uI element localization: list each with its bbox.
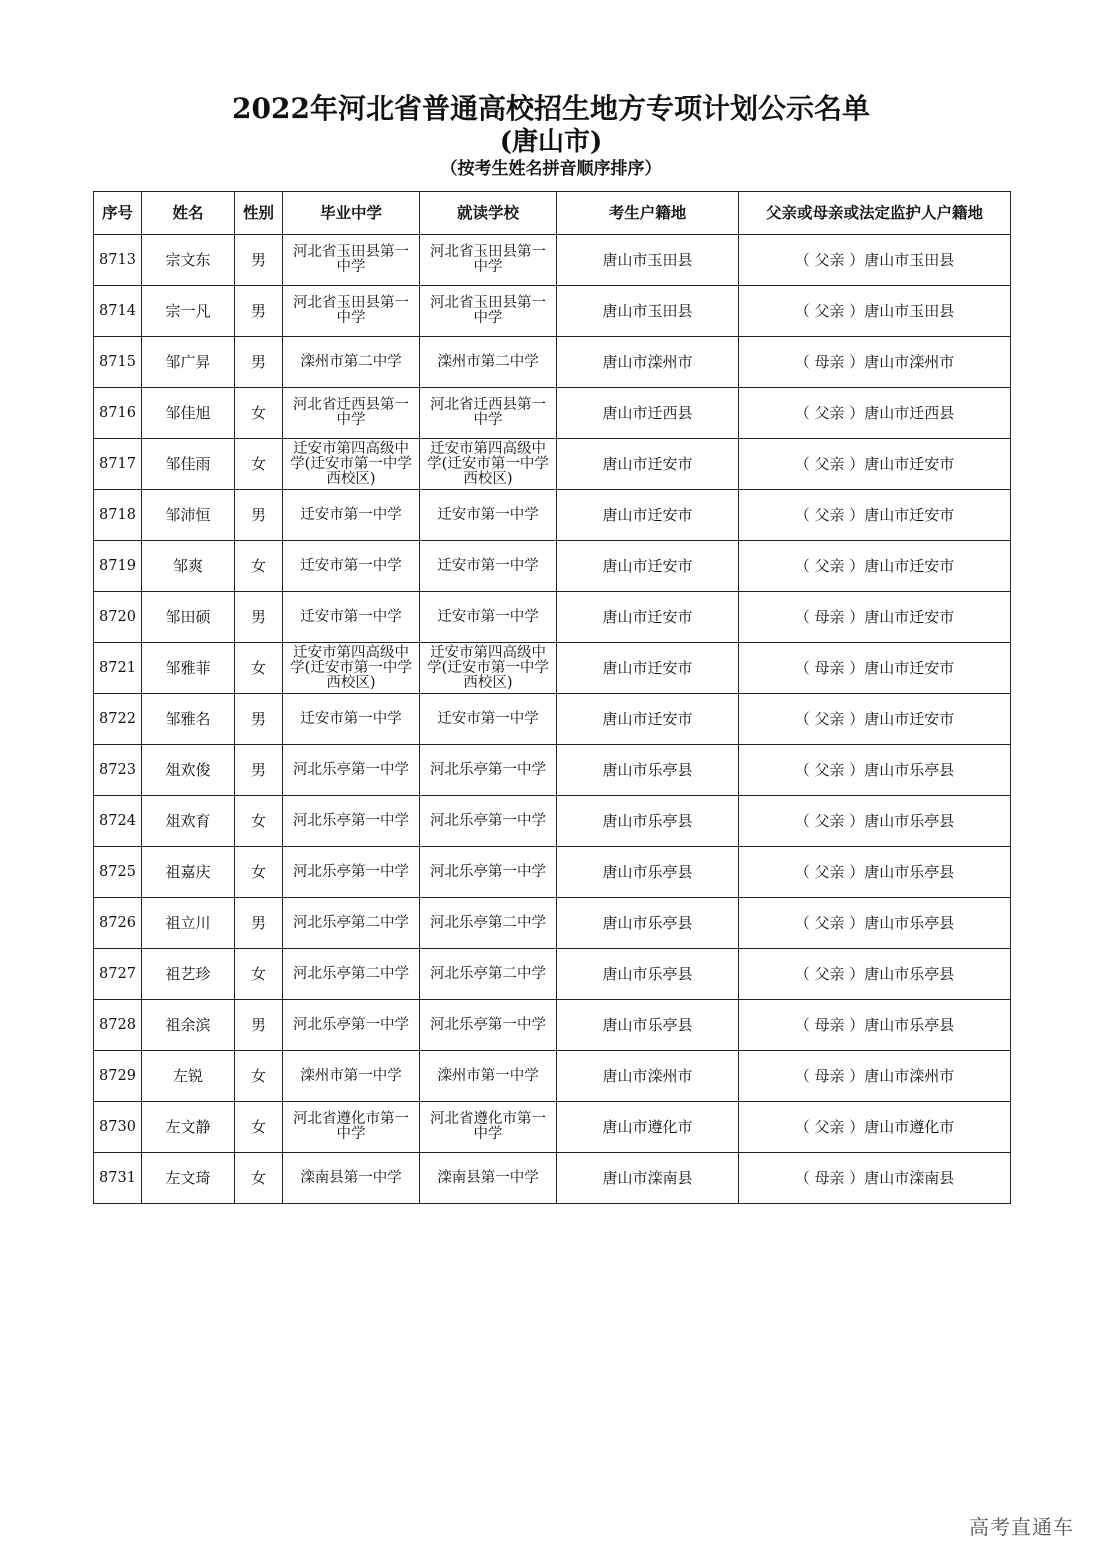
watermark: 高考直通车 bbox=[969, 1515, 1074, 1539]
graduated-school: 滦州市第二中学 bbox=[283, 337, 420, 388]
household-registration: 唐山市玉田县 bbox=[557, 235, 739, 286]
household-registration: 唐山市乐亭县 bbox=[557, 949, 739, 1000]
guardian-registration: （ 母亲 ）唐山市乐亭县 bbox=[739, 1000, 1011, 1051]
gender: 女 bbox=[235, 388, 283, 439]
guardian-registration: （ 父亲 ）唐山市乐亭县 bbox=[739, 949, 1011, 1000]
student-name: 邹佳雨 bbox=[142, 439, 235, 490]
sort-note: （按考生姓名拼音顺序排序） bbox=[440, 159, 662, 179]
gender: 女 bbox=[235, 439, 283, 490]
graduated-school: 河北省遵化市第一中学 bbox=[283, 1102, 420, 1153]
household-registration: 唐山市滦州市 bbox=[557, 337, 739, 388]
header-household-registration: 考生户籍地 bbox=[557, 192, 739, 235]
household-registration: 唐山市迁安市 bbox=[557, 541, 739, 592]
student-name: 俎欢俊 bbox=[142, 745, 235, 796]
current-school: 迁安市第四高级中学(迁安市第一中学西校区) bbox=[420, 439, 557, 490]
household-registration: 唐山市滦南县 bbox=[557, 1153, 739, 1204]
table-row bbox=[94, 949, 1011, 1000]
header-graduated-school: 毕业中学 bbox=[283, 192, 420, 235]
table-row bbox=[94, 1102, 1011, 1153]
graduated-school: 迁安市第四高级中学(迁安市第一中学西校区) bbox=[283, 643, 420, 694]
row-index: 8713 bbox=[94, 235, 142, 286]
gender: 男 bbox=[235, 235, 283, 286]
guardian-registration: （ 父亲 ）唐山市乐亭县 bbox=[739, 796, 1011, 847]
current-school: 迁安市第一中学 bbox=[420, 541, 557, 592]
gender: 女 bbox=[235, 1102, 283, 1153]
current-school: 河北省迁西县第一中学 bbox=[420, 388, 557, 439]
row-index: 8718 bbox=[94, 490, 142, 541]
gender: 男 bbox=[235, 1000, 283, 1051]
gender: 男 bbox=[235, 592, 283, 643]
graduated-school: 河北乐亭第一中学 bbox=[283, 1000, 420, 1051]
household-registration: 唐山市迁安市 bbox=[557, 592, 739, 643]
table-row bbox=[94, 643, 1011, 694]
current-school: 迁安市第四高级中学(迁安市第一中学西校区) bbox=[420, 643, 557, 694]
row-index: 8722 bbox=[94, 694, 142, 745]
table-row bbox=[94, 337, 1011, 388]
city-subtitle: (唐山市) bbox=[499, 127, 603, 157]
guardian-registration: （ 父亲 ）唐山市迁安市 bbox=[739, 541, 1011, 592]
household-registration: 唐山市迁安市 bbox=[557, 643, 739, 694]
guardian-registration: （ 父亲 ）唐山市玉田县 bbox=[739, 235, 1011, 286]
gender: 女 bbox=[235, 1153, 283, 1204]
row-index: 8723 bbox=[94, 745, 142, 796]
gender: 男 bbox=[235, 286, 283, 337]
guardian-registration: （ 父亲 ）唐山市遵化市 bbox=[739, 1102, 1011, 1153]
guardian-registration: （ 父亲 ）唐山市迁西县 bbox=[739, 388, 1011, 439]
table-row bbox=[94, 694, 1011, 745]
current-school: 河北乐亭第一中学 bbox=[420, 745, 557, 796]
household-registration: 唐山市乐亭县 bbox=[557, 1000, 739, 1051]
current-school: 河北乐亭第一中学 bbox=[420, 1000, 557, 1051]
header-name: 姓名 bbox=[142, 192, 235, 235]
student-name: 邹沛恒 bbox=[142, 490, 235, 541]
guardian-registration: （ 父亲 ）唐山市乐亭县 bbox=[739, 847, 1011, 898]
guardian-registration: （ 父亲 ）唐山市乐亭县 bbox=[739, 898, 1011, 949]
row-index: 8717 bbox=[94, 439, 142, 490]
household-registration: 唐山市迁安市 bbox=[557, 439, 739, 490]
guardian-registration: （ 母亲 ）唐山市滦南县 bbox=[739, 1153, 1011, 1204]
gender: 女 bbox=[235, 643, 283, 694]
graduated-school: 河北省玉田县第一中学 bbox=[283, 286, 420, 337]
row-index: 8714 bbox=[94, 286, 142, 337]
table-row bbox=[94, 439, 1011, 490]
row-index: 8727 bbox=[94, 949, 142, 1000]
student-name: 宗文东 bbox=[142, 235, 235, 286]
row-index: 8725 bbox=[94, 847, 142, 898]
current-school: 河北乐亭第二中学 bbox=[420, 949, 557, 1000]
gender: 男 bbox=[235, 694, 283, 745]
table-row bbox=[94, 592, 1011, 643]
gender: 女 bbox=[235, 949, 283, 1000]
current-school: 河北乐亭第二中学 bbox=[420, 898, 557, 949]
guardian-registration: （ 父亲 ）唐山市迁安市 bbox=[739, 439, 1011, 490]
guardian-registration: （ 父亲 ）唐山市玉田县 bbox=[739, 286, 1011, 337]
student-name: 祖艺珍 bbox=[142, 949, 235, 1000]
student-name: 俎欢育 bbox=[142, 796, 235, 847]
graduated-school: 河北乐亭第一中学 bbox=[283, 796, 420, 847]
current-school: 滦南县第一中学 bbox=[420, 1153, 557, 1204]
table-row bbox=[94, 235, 1011, 286]
student-name: 邹雅名 bbox=[142, 694, 235, 745]
household-registration: 唐山市乐亭县 bbox=[557, 898, 739, 949]
student-name: 祖余滨 bbox=[142, 1000, 235, 1051]
table-row bbox=[94, 490, 1011, 541]
row-index: 8719 bbox=[94, 541, 142, 592]
graduated-school: 迁安市第一中学 bbox=[283, 592, 420, 643]
household-registration: 唐山市乐亭县 bbox=[557, 796, 739, 847]
graduated-school: 滦州市第一中学 bbox=[283, 1051, 420, 1102]
graduated-school: 迁安市第一中学 bbox=[283, 490, 420, 541]
graduated-school: 河北乐亭第一中学 bbox=[283, 745, 420, 796]
household-registration: 唐山市遵化市 bbox=[557, 1102, 739, 1153]
current-school: 滦州市第二中学 bbox=[420, 337, 557, 388]
student-name: 左锐 bbox=[142, 1051, 235, 1102]
guardian-registration: （ 父亲 ）唐山市迁安市 bbox=[739, 490, 1011, 541]
row-index: 8728 bbox=[94, 1000, 142, 1051]
table-row bbox=[94, 388, 1011, 439]
gender: 男 bbox=[235, 337, 283, 388]
table-row bbox=[94, 286, 1011, 337]
row-index: 8731 bbox=[94, 1153, 142, 1204]
student-name: 邹田硕 bbox=[142, 592, 235, 643]
row-index: 8716 bbox=[94, 388, 142, 439]
current-school: 迁安市第一中学 bbox=[420, 592, 557, 643]
header-index: 序号 bbox=[94, 192, 142, 235]
row-index: 8726 bbox=[94, 898, 142, 949]
graduated-school: 迁安市第一中学 bbox=[283, 694, 420, 745]
row-index: 8724 bbox=[94, 796, 142, 847]
current-school: 河北省遵化市第一中学 bbox=[420, 1102, 557, 1153]
guardian-registration: （ 母亲 ）唐山市迁安市 bbox=[739, 643, 1011, 694]
row-index: 8730 bbox=[94, 1102, 142, 1153]
household-registration: 唐山市迁西县 bbox=[557, 388, 739, 439]
gender: 女 bbox=[235, 541, 283, 592]
page-title: 2022年河北省普通高校招生地方专项计划公示名单 bbox=[232, 92, 870, 125]
row-index: 8729 bbox=[94, 1051, 142, 1102]
graduated-school: 滦南县第一中学 bbox=[283, 1153, 420, 1204]
graduated-school: 河北乐亭第二中学 bbox=[283, 949, 420, 1000]
student-name: 左文琦 bbox=[142, 1153, 235, 1204]
household-registration: 唐山市玉田县 bbox=[557, 286, 739, 337]
table-row bbox=[94, 1000, 1011, 1051]
row-index: 8721 bbox=[94, 643, 142, 694]
graduated-school: 迁安市第四高级中学(迁安市第一中学西校区) bbox=[283, 439, 420, 490]
gender: 男 bbox=[235, 745, 283, 796]
student-name: 祖立川 bbox=[142, 898, 235, 949]
student-name: 邹佳旭 bbox=[142, 388, 235, 439]
gender: 女 bbox=[235, 847, 283, 898]
household-registration: 唐山市乐亭县 bbox=[557, 847, 739, 898]
table-row bbox=[94, 1051, 1011, 1102]
student-name: 邹广昇 bbox=[142, 337, 235, 388]
graduated-school: 河北乐亭第一中学 bbox=[283, 847, 420, 898]
student-name: 祖嘉庆 bbox=[142, 847, 235, 898]
table-row bbox=[94, 898, 1011, 949]
student-name: 左文静 bbox=[142, 1102, 235, 1153]
header-guardian-registration: 父亲或母亲或法定监护人户籍地 bbox=[739, 192, 1011, 235]
student-name: 邹爽 bbox=[142, 541, 235, 592]
gender: 男 bbox=[235, 898, 283, 949]
graduated-school: 河北乐亭第二中学 bbox=[283, 898, 420, 949]
student-name: 邹雅菲 bbox=[142, 643, 235, 694]
table-row bbox=[94, 796, 1011, 847]
gender: 女 bbox=[235, 1051, 283, 1102]
graduated-school: 迁安市第一中学 bbox=[283, 541, 420, 592]
household-registration: 唐山市迁安市 bbox=[557, 694, 739, 745]
current-school: 迁安市第一中学 bbox=[420, 694, 557, 745]
guardian-registration: （ 父亲 ）唐山市乐亭县 bbox=[739, 745, 1011, 796]
table-row bbox=[94, 1153, 1011, 1204]
student-name: 宗一凡 bbox=[142, 286, 235, 337]
current-school: 迁安市第一中学 bbox=[420, 490, 557, 541]
guardian-registration: （ 母亲 ）唐山市迁安市 bbox=[739, 592, 1011, 643]
household-registration: 唐山市乐亭县 bbox=[557, 745, 739, 796]
current-school: 河北省玉田县第一中学 bbox=[420, 235, 557, 286]
household-registration: 唐山市滦州市 bbox=[557, 1051, 739, 1102]
table-row bbox=[94, 541, 1011, 592]
current-school: 河北省玉田县第一中学 bbox=[420, 286, 557, 337]
gender: 女 bbox=[235, 796, 283, 847]
table-row bbox=[94, 847, 1011, 898]
guardian-registration: （ 父亲 ）唐山市迁安市 bbox=[739, 694, 1011, 745]
row-index: 8720 bbox=[94, 592, 142, 643]
header-gender: 性别 bbox=[235, 192, 283, 235]
current-school: 河北乐亭第一中学 bbox=[420, 847, 557, 898]
row-index: 8715 bbox=[94, 337, 142, 388]
header-current-school: 就读学校 bbox=[420, 192, 557, 235]
guardian-registration: （ 母亲 ）唐山市滦州市 bbox=[739, 1051, 1011, 1102]
graduated-school: 河北省迁西县第一中学 bbox=[283, 388, 420, 439]
current-school: 河北乐亭第一中学 bbox=[420, 796, 557, 847]
household-registration: 唐山市迁安市 bbox=[557, 490, 739, 541]
gender: 男 bbox=[235, 490, 283, 541]
roster-table bbox=[93, 191, 1011, 1204]
table-row bbox=[94, 745, 1011, 796]
graduated-school: 河北省玉田县第一中学 bbox=[283, 235, 420, 286]
guardian-registration: （ 母亲 ）唐山市滦州市 bbox=[739, 337, 1011, 388]
current-school: 滦州市第一中学 bbox=[420, 1051, 557, 1102]
table-header-row bbox=[94, 192, 1011, 235]
